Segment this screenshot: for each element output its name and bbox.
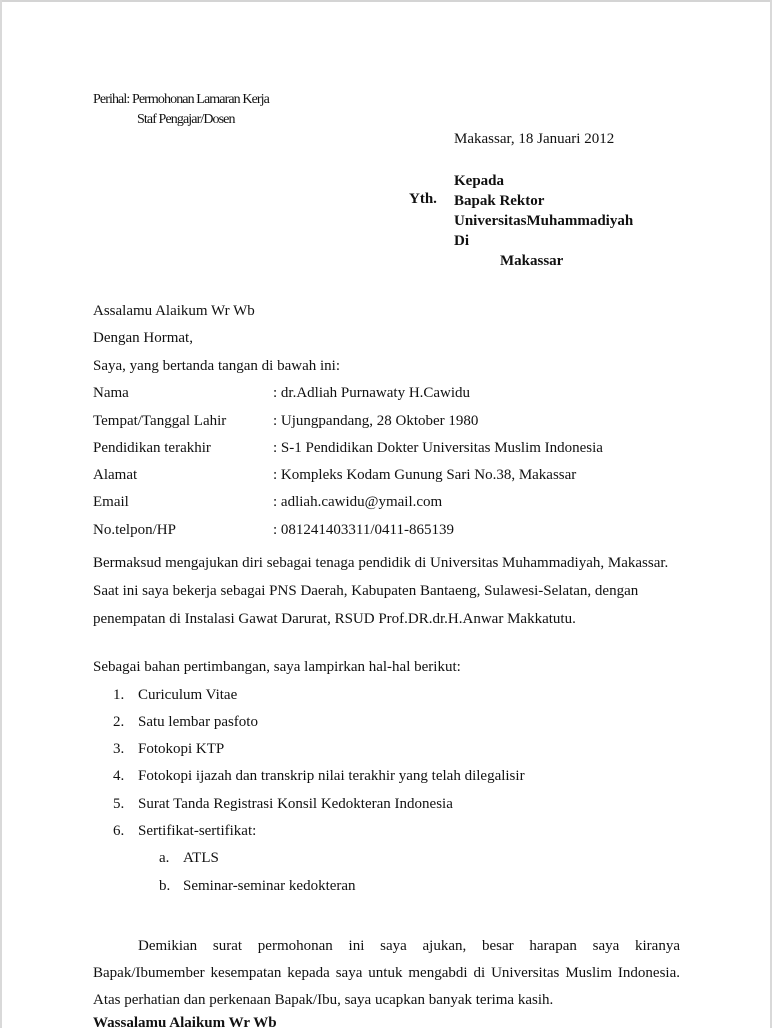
attachment-sub-item <box>159 878 356 898</box>
field-value: : Ujungpandang, 28 Oktober 1980 <box>273 413 479 429</box>
greeting-salam: Assalamu Alaikum Wr Wb <box>93 303 255 319</box>
list-letter: b. <box>159 878 171 894</box>
list-text: Surat Tanda Registrasi Konsil Kedokteran Indonesia <box>138 796 453 812</box>
field-label: Nama <box>93 385 129 401</box>
paragraph-line: Saat ini saya bekerja sebagai PNS Daerah, Kabupaten Bantaeng, Sulawesi-Selatan, dengan <box>93 583 639 599</box>
letter-date: Makassar, 18 Januari 2012 <box>454 131 615 147</box>
field-value: : 081241403311/0411-865139 <box>273 522 454 538</box>
list-text: Satu lembar pasfoto <box>138 714 258 730</box>
attachment-item <box>113 796 453 816</box>
attachment-item <box>113 768 525 788</box>
recipient-title: Bapak Rektor <box>454 193 545 209</box>
list-text: Fotokopi ijazah dan transkrip nilai terakhir yang telah dilegalisir <box>138 768 525 784</box>
list-text: Curiculum Vitae <box>138 687 238 703</box>
field-value: : S-1 Pendidikan Dokter Universitas Muslim Indonesia <box>273 440 603 456</box>
recipient-block <box>454 171 633 271</box>
attachment-item <box>113 741 224 761</box>
attachments-intro: Sebagai bahan pertimbangan, saya lampirkan hal-hal berikut: <box>93 659 461 675</box>
list-letter: a. <box>159 850 170 866</box>
field-label: Email <box>93 494 129 510</box>
field-row-alamat <box>93 467 693 487</box>
list-number: 6. <box>113 823 125 839</box>
yth-label: Yth. <box>409 191 437 207</box>
recipient-university: UniversitasMuhammadiyah <box>454 213 634 229</box>
field-label: Tempat/Tanggal Lahir <box>93 413 227 429</box>
recipient-kepada: Kepada <box>454 173 505 189</box>
list-text: Fotokopi KTP <box>138 741 225 757</box>
field-value: : adliah.cawidu@ymail.com <box>273 494 443 510</box>
closing-paragraph <box>93 933 680 1014</box>
paragraph-line: Bermaksud mengajukan diri sebagai tenaga pendidik di Universitas Muhammadiyah, Makassar. <box>93 555 669 571</box>
list-number: 5. <box>113 796 125 812</box>
subject-line: Perihal: Permohonan Lamaran Kerja <box>93 92 269 107</box>
list-text: ATLS <box>183 850 219 866</box>
field-row-email <box>93 494 693 514</box>
closing-line: Bapak/Ibumember kesempatan kepada saya untuk mengabdi di Universitas Muslim Indonesia. <box>93 965 680 981</box>
list-number: 2. <box>113 714 125 730</box>
attachment-item <box>113 687 237 707</box>
attachment-item <box>113 823 256 843</box>
closing-line: Atas perhatian dan perkenaan Bapak/Ibu, saya ucapkan banyak terima kasih. <box>93 992 554 1008</box>
recipient-di: Di <box>454 233 469 249</box>
field-label: No.telpon/HP <box>93 522 176 538</box>
field-row-nama <box>93 385 693 405</box>
attachment-item <box>113 714 258 734</box>
page-border-top <box>0 0 772 2</box>
list-text: Seminar-seminar kedokteran <box>183 878 356 894</box>
closing-line: Demikian surat permohonan ini saya ajukan, besar harapan saya kiranya <box>138 938 680 954</box>
attachment-sub-item <box>159 850 219 870</box>
field-value: : dr.Adliah Purnawaty H.Cawidu <box>273 385 471 401</box>
field-value: : Kompleks Kodam Gunung Sari No.38, Makassar <box>273 467 577 483</box>
field-label: Alamat <box>93 467 138 483</box>
list-text: Sertifikat-sertifikat: <box>138 823 257 839</box>
subject-line-2: Staf Pengajar/Dosen <box>137 112 235 127</box>
list-number: 3. <box>113 741 125 757</box>
closing-salam: Wassalamu Alaikum Wr Wb <box>93 1015 277 1028</box>
list-number: 1. <box>113 687 125 703</box>
field-label: Pendidikan terakhir <box>93 440 211 456</box>
intent-paragraph <box>93 549 683 633</box>
field-row-ttl <box>93 413 693 433</box>
greeting-hormat: Dengan Hormat, <box>93 330 193 346</box>
paragraph-line: penempatan di Instalasi Gawat Darurat, RSUD Prof.DR.dr.H.Anwar Makkatutu. <box>93 611 576 627</box>
field-row-pendidikan <box>93 440 693 460</box>
field-row-telpon <box>93 522 693 542</box>
page-border-left <box>0 0 2 1028</box>
greeting-intro: Saya, yang bertanda tangan di bawah ini: <box>93 358 341 374</box>
recipient-city: Makassar <box>500 253 564 269</box>
list-number: 4. <box>113 768 125 784</box>
